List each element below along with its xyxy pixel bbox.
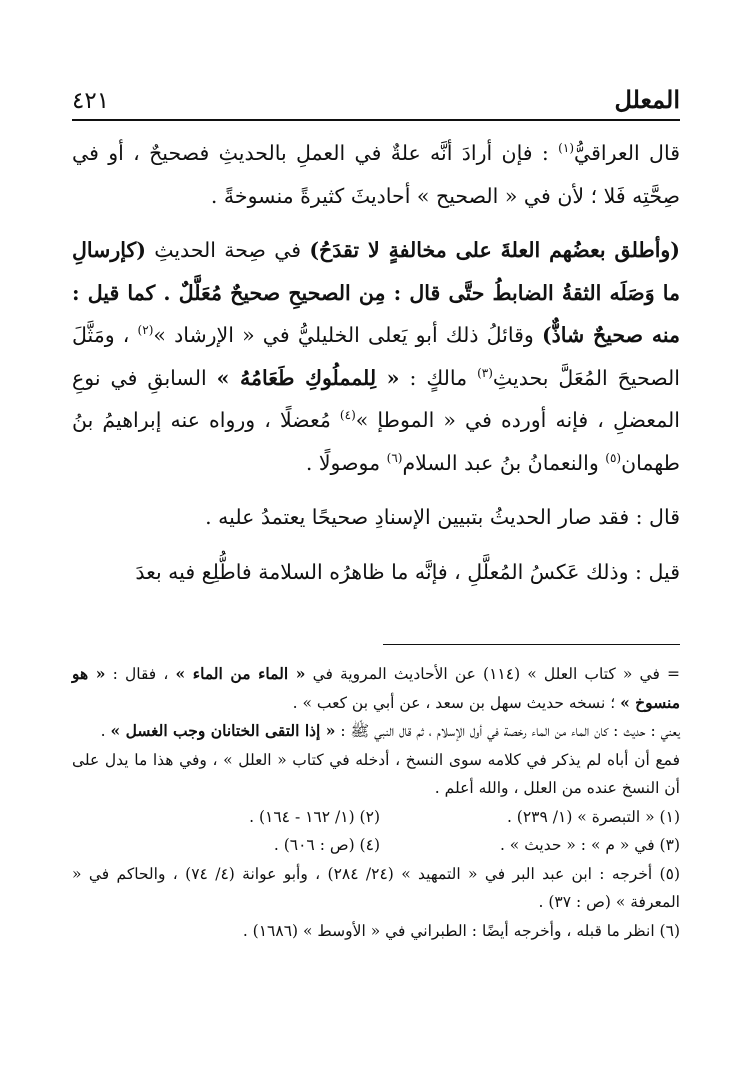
footnote-note: فمع أن أباه لم يذكر في كلامه سوى النسخ ، أدخله في كتاب « العلل » ، وفي هذا ما يدل على أن النسخ عنده من العلل ، والله أعلم . <box>72 750 680 797</box>
footnote-hadith-explanation: يعني : حديث : كان الماء من الماء رخصة في أول الإسلام ، ثم قال النبي ﷺ : « إذا التقى الختانان وجب الغسل » . <box>100 721 680 740</box>
footnote-6: (٦) انظر ما قبله ، وأخرجه أيضًا : الطبراني في « الأوسط » (١٦٨٦) . <box>242 921 680 940</box>
footnote-ref-5: (٥) <box>605 450 622 465</box>
paragraph-iraqi-quote: قال العراقيُّ$^{(١)}$ : فإن أرادَ أنَّه علةٌ في العملِ بالحديثِ فصحيحٌ ، أو في صِحَّتِه فَلا ؛ لأن في « الصحيح » أحاديثَ كثيرةً منسوخةً . <box>72 141 680 208</box>
footnote-ref-6: (٦) <box>386 450 403 465</box>
footnote-1: (١) « التبصرة » (١/ ٢٣٩) . <box>506 807 680 826</box>
footnote-4: (٤) (ص : ٦٠٦) . <box>273 836 380 854</box>
footnote-3: (٣) في « م » : « حديث » . <box>499 836 680 854</box>
page-number: ٤٢١ <box>72 88 110 114</box>
main-text <box>72 132 680 593</box>
running-header <box>72 70 680 114</box>
footnote-ref-4: (٤) <box>339 408 356 423</box>
footnote-ref-1: (١) <box>558 141 574 156</box>
footnote-row-3-4 <box>72 831 680 860</box>
footnote-row-1-2 <box>72 803 680 832</box>
footnote-ref-2: (٢) <box>137 323 154 338</box>
paragraph-matn-commentary: (وأطلق بعضُهم العلةَ على مخالفةٍ لا تقدَحُ) في صِحة الحديثِ (كإرسالِ ما وَصَلَه الثقةُ الضابطُ حتَّى قال : مِن الصحيحِ صحيحٌ مُعَلَّلٌ . كما قيل : منه صحيحٌ شاذٌّ) وقائلُ ذلك أبو يَعلى الخليليُّ في « الإرشاد »$^{(٢)}$ ، ومَثَّلَ الصحيحَ المُعَلَّ بحديثِ$^{(٣)}$ مالكٍ : « لِلمملُوكِ طَعَامُهُ » السابقِ في نوعِ المعضلِ ، فإنه أورده في « الموطإ »$^{(٤)}$ مُعضلًا ، ورواه عنه إبراهيمُ بنُ طهمان$^{(٥)}$ والنعمانُ بنُ عبد السلام$^{(٦)}$ موصولًا . <box>72 238 681 475</box>
footnote-continuation: = في « كتاب العلل » (١١٤) عن الأحاديث المروية في « الماء من الماء » ، فقال : « هو منسوخ » ؛ نسخه حديث سهل بن سعد ، عن أبي بن كعب » . <box>72 664 681 712</box>
footnote-5: (٥) أخرجه : ابن عبد البر في « التمهيد » (٢٤/ ٢٨٤) ، وأبو عوانة (٤/ ٧٤) ، والحاكم في « المعرفة » (ص : ٣٧) . <box>72 864 680 911</box>
footnote-2: (٢) (١/ ١٦٢ - ١٦٤) . <box>249 807 380 826</box>
chapter-title: المعلل <box>614 85 680 114</box>
header-rule <box>72 119 680 121</box>
footnotes <box>72 660 680 945</box>
paragraph-qala: قال : فقد صار الحديثُ بتبيين الإسنادِ صحيحًا يعتمدُ عليه . <box>205 505 680 529</box>
footnote-separator <box>383 644 680 645</box>
footnote-ref-3: (٣) <box>477 365 493 380</box>
paragraph-qila: قيل : وذلك عَكسُ المُعلَّلِ ، فإنَّه ما ظاهرُه السلامة فاطُّلِع فيه بعدَ <box>135 559 680 584</box>
